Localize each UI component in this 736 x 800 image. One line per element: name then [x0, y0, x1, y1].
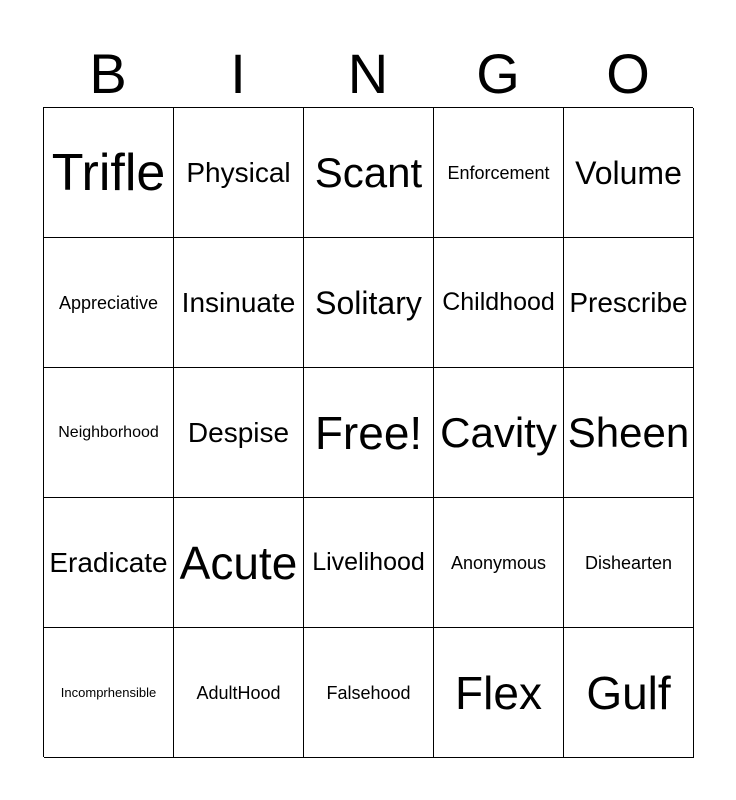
- bingo-cell: Volume: [564, 108, 694, 238]
- bingo-board: [43, 107, 693, 757]
- bingo-cell: Cavity: [434, 368, 564, 498]
- header-letter-o: O: [606, 42, 650, 105]
- bingo-cell: Childhood: [434, 238, 564, 368]
- bingo-cell: AdultHood: [174, 628, 304, 758]
- bingo-cell: Sheen: [564, 368, 694, 498]
- bingo-cell: Insinuate: [174, 238, 304, 368]
- bingo-cell: Acute: [174, 498, 304, 628]
- bingo-cell: Gulf: [564, 628, 694, 758]
- bingo-cell: Enforcement: [434, 108, 564, 238]
- bingo-header: [43, 40, 693, 108]
- bingo-cell: Trifle: [44, 108, 174, 238]
- header-letter-n: N: [347, 42, 389, 105]
- bingo-cell: Physical: [174, 108, 304, 238]
- bingo-cell: Solitary: [304, 238, 434, 368]
- bingo-cell: Appreciative: [44, 238, 174, 368]
- bingo-cell: Incomprhensible: [44, 628, 174, 758]
- bingo-cell: Neighborhood: [44, 368, 174, 498]
- bingo-cell: Scant: [304, 108, 434, 238]
- bingo-cell: Eradicate: [44, 498, 174, 628]
- bingo-cell: Prescribe: [564, 238, 694, 368]
- header-letter-g: G: [476, 42, 520, 105]
- bingo-cell: Despise: [174, 368, 304, 498]
- bingo-cell: Flex: [434, 628, 564, 758]
- bingo-cell: Dishearten: [564, 498, 694, 628]
- header-letter-b: B: [89, 42, 127, 105]
- header-letter-i: I: [230, 42, 246, 105]
- bingo-cell: Livelihood: [304, 498, 434, 628]
- bingo-cell: Anonymous: [434, 498, 564, 628]
- bingo-cell free-space: Free!: [304, 368, 434, 498]
- bingo-cell: Falsehood: [304, 628, 434, 758]
